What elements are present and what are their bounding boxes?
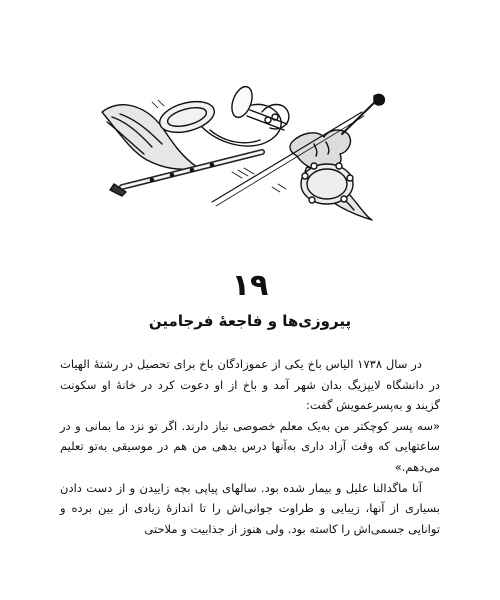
chapter-title: پیروزی‌ها و فاجعهٔ فرجامین <box>148 312 352 330</box>
body-paragraph: آنا ماگدالنا علیل و بیمار شده بود. سالهای پیاپی بچه زاییدن و از دست دادن بسیاری از آنها، زیبایی و طراوت جوانی‌اش را تا اندازهٔ زیادی از بین برده و توانایی جسمی‌اش را کاسته بود. ولی هنوز از جذابیت و ملاحتی <box>60 480 440 536</box>
musical-instruments-illustration <box>92 72 392 222</box>
body-paragraph: در سال ۱۷۳۸ الیاس باخ یکی از عموزادگان باخ برای تحصیل در رشتهٔ الهیات در دانشگاه لایپزیگ بدان شهر آمد و باخ از او دعوت کرد در خانهٔ او سکونت گزیند و به‌پسرعمویش گفت: <box>60 357 440 413</box>
body-paragraph: «سه پسر کوچکتر من به‌یک معلم خصوصی نیاز دارند. اگر تو نزد ما بمانی و در ساعتهایی که وقت آزاد داری به‌آنها درس بدهی من هم در موسیقی به‌تو تعلیم می‌دهم.» <box>60 418 440 474</box>
chapter-body <box>60 354 440 539</box>
chapter-number: ۱۹ <box>231 268 269 303</box>
